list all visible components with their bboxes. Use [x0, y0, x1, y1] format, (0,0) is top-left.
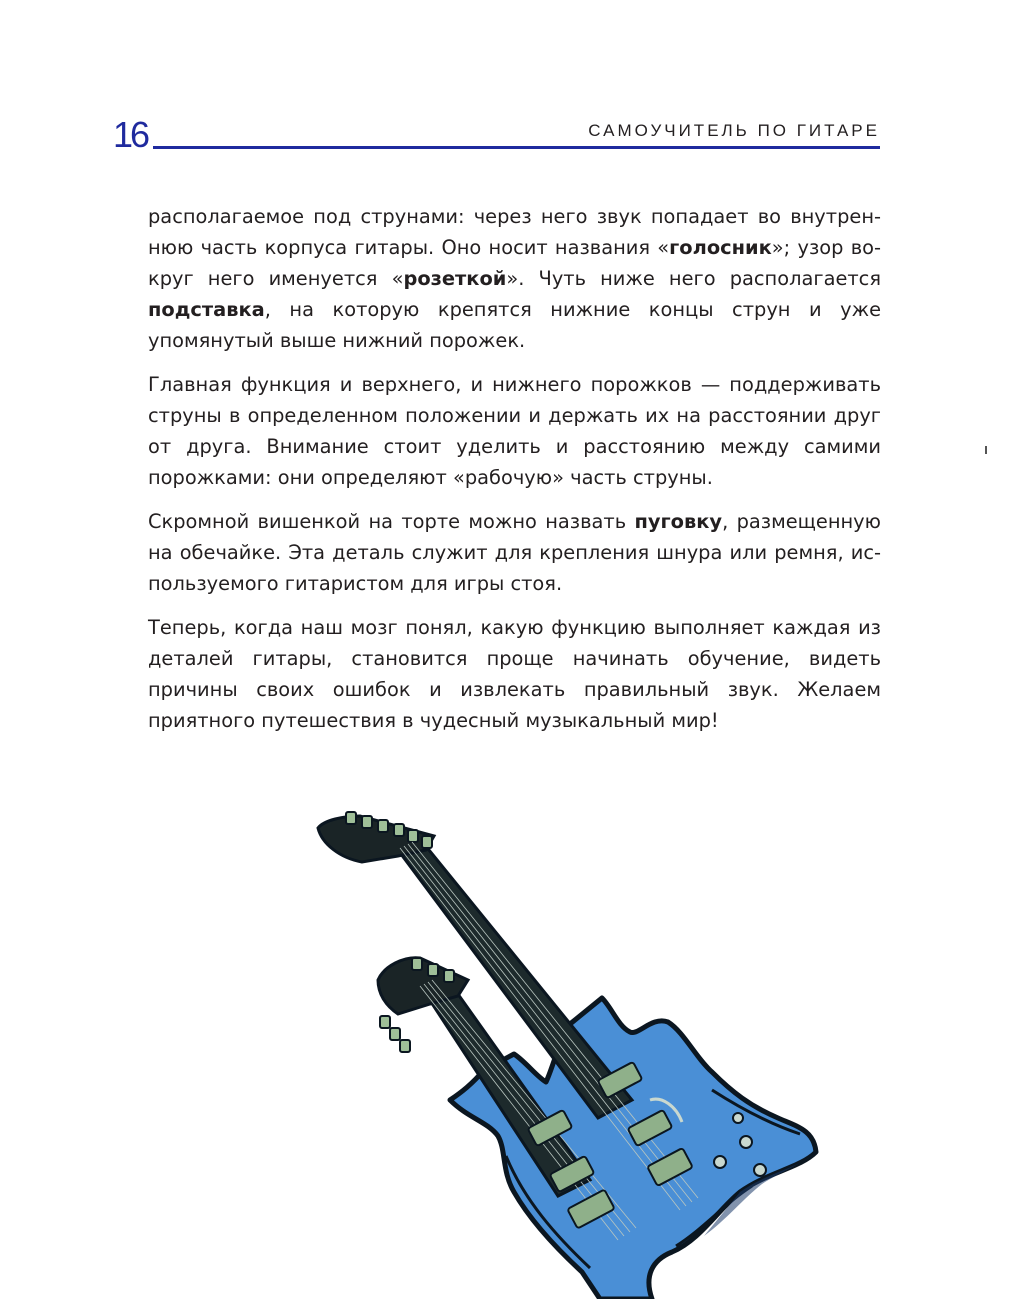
text-run: ». Чуть ниже него располагается — [506, 267, 881, 290]
paragraph-3 — [148, 506, 881, 599]
edge-mark — [985, 446, 987, 454]
double-neck-guitar-illustration — [300, 800, 820, 1299]
text-run: »; узор вокруг него именуется « — [148, 236, 881, 290]
term-podstavka: подставка — [148, 298, 265, 321]
text-run: , на которую крепятся нижние концы струн и уже упомянутый выше нижний порожек. — [148, 298, 881, 352]
paragraph-4: Теперь, когда наш мозг понял, какую функцию выполняет каждая из деталей гитары, становится проще начинать обучение, видеть причины своих ошибок и извлекать правильный звук. Желаем приятного путешествия в чудесный музыкальный мир! — [148, 616, 881, 732]
body-text — [148, 201, 881, 749]
page-number: 16 — [113, 114, 148, 155]
term-pugovka: пуговку — [634, 510, 723, 533]
text-run: Скромной вишенкой на торте можно назвать — [148, 510, 635, 533]
running-title: САМОУЧИТЕЛЬ ПО ГИТАРЕ — [588, 121, 880, 140]
guitar-body — [450, 998, 816, 1299]
paragraph-1 — [148, 201, 881, 356]
header-rule — [153, 146, 880, 149]
text-run: располагаемое под струнами: через него звук попадает во внутреннюю часть корпуса гитары. Оно носит названия « — [148, 205, 881, 259]
term-golosnik: голосник — [669, 236, 772, 259]
paragraph-2: Главная функция и верхнего, и нижнего порожков — поддерживать струны в определенном положении и держать их на расстоянии друг от друга. Внимание стоит уделить и расстоянию между самими порожками: они определяют «рабочую» часть струны. — [148, 373, 881, 489]
text-run: , размещенную на обечайке. Эта деталь служит для крепления шнура или ремня, используемого гитаристом для игры стоя. — [148, 510, 881, 595]
term-rozetka: розеткой — [403, 267, 507, 290]
